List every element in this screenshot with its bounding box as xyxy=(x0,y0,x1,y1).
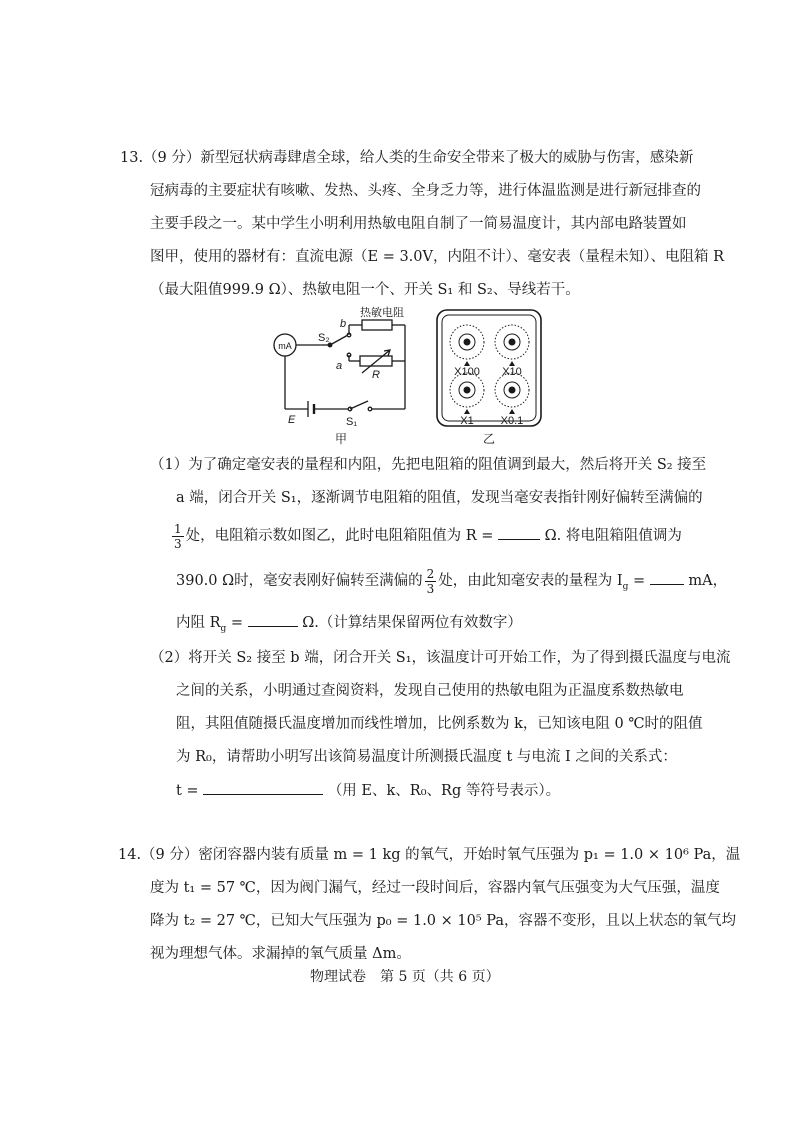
thermistor-symbol xyxy=(362,320,392,330)
answer-blank-R[interactable] xyxy=(498,525,540,540)
q13-p1-line-1: （1）为了确定毫安表的量程和内阻，先把电阻箱的阻值调到最大，然后将开关 S₂ 接至 xyxy=(150,457,707,473)
dial-x10 xyxy=(495,325,529,366)
dial-label-x10: X10 xyxy=(502,366,522,378)
page-footer: 物理试卷 第 5 页（共 6 页） xyxy=(310,969,500,985)
q13-line-2: 冠病毒的主要症状有咳嗽、发热、头疼、全身乏力等，进行体温监测是进行新冠排查的 xyxy=(150,183,701,199)
q13-p2-line-3: 阻，其阻值随摄氏温度增加而线性增加，比例系数为 k，已知该电阻 0 ℃时的阻值 xyxy=(176,716,703,732)
q14-line-3: 降为 t₂ = 27 ℃，已知大气压强为 p₀ = 1.0 × 10⁵ Pa，容器不变形，且以上状态的氧气均 xyxy=(150,913,737,929)
q13-p2-line-4: 为 R₀，请帮助小明写出该简易温度计所测摄氏温度 t 与电流 I 之间的关系式： xyxy=(176,749,677,765)
resistance-box-figure xyxy=(435,308,545,448)
fraction-one-third: $\frac{1}{3}$ xyxy=(174,521,182,551)
answer-blank-t[interactable] xyxy=(203,780,323,795)
answer-blank-Ig[interactable] xyxy=(650,570,684,585)
q13-line-1: 13.（9 分）新型冠状病毒肆虐全球，给人类的生命安全带来了极大的威胁与伤害，感染新 xyxy=(120,150,694,166)
dial-x100 xyxy=(450,325,484,366)
q13-p1-line-3: $\frac{1}{3}$ 处，电阻箱示数如图乙，此时电阻箱阻值为 R = Ω. 将电阻箱阻值调为 xyxy=(174,521,682,551)
q13-p1-line-2: a 端，闭合开关 S₁，逐渐调节电阻箱的阻值，发现当毫安表指针刚好偏转至满偏的 xyxy=(176,490,703,506)
q13-p2-line-2: 之间的关系，小明通过查阅资料，发现自己使用的热敏电阻为正温度系数热敏电 xyxy=(176,683,684,699)
dial-x0-1 xyxy=(495,373,529,414)
switch-s1-label: S₁ xyxy=(346,416,358,428)
thermistor-label: 热敏电阻 xyxy=(360,307,404,319)
q14-line-4: 视为理想气体。求漏掉的氧气质量 Δm。 xyxy=(150,946,411,962)
q14-line-1: 14.（9 分）密闭容器内装有质量 m = 1 kg 的氧气，开始时氧气压强为 p₁ = 1.0 × 10⁶ Pa，温 xyxy=(118,847,741,863)
q13-line-3: 主要手段之一。某中学生小明利用热敏电阻自制了一简易温度计，其内部电路装置如 xyxy=(150,216,687,232)
figure-yi-caption: 乙 xyxy=(482,432,496,446)
dial-label-x100: X100 xyxy=(454,366,480,378)
dial-label-x1: X1 xyxy=(460,415,474,427)
answer-blank-Rg[interactable] xyxy=(248,612,298,627)
q13-line-5: （最大阻值999.9 Ω）、热敏电阻一个、开关 S₁ 和 S₂、导线若干。 xyxy=(150,282,580,298)
battery-label: E xyxy=(288,414,296,426)
node-a-label: a xyxy=(336,360,343,372)
dial-x1 xyxy=(450,373,484,414)
switch-s2-label: S₂ xyxy=(318,332,330,344)
q14-line-2: 度为 t₁ = 57 ℃，因为阀门漏气，经过一段时间后，容器内氧气压强变为大气压强，温度 xyxy=(150,880,720,896)
figure-jia-caption: 甲 xyxy=(335,432,348,446)
resistor-box-label: R xyxy=(372,369,380,381)
q13-line-4: 图甲，使用的器材有：直流电源（E = 3.0V，内阻不计）、毫安表（量程未知）、电阻箱 R xyxy=(150,249,725,265)
circuit-diagram xyxy=(250,305,420,445)
fraction-two-thirds: $\frac{2}{3}$ xyxy=(426,566,435,596)
q13-p1-line-4: 390.0 Ω时，毫安表刚好偏转至满偏的 $\frac{2}{3}$ 处，由此知毫安表的量程为 $I_g$ = mA， xyxy=(176,566,728,596)
q13-p2-line-5: t = （用 E、k、R₀、Rg 等符号表示）。 xyxy=(176,780,560,801)
ammeter-label: mA xyxy=(278,341,292,351)
q13-p1-line-5: 内阻 $R_g = \Omega$.（计算结果保留两位有效数字） xyxy=(176,612,522,639)
node-b-label: b xyxy=(340,318,347,330)
q13-p2-line-1: （2）将开关 S₂ 接至 b 端，闭合开关 S₁，该温度计可开始工作，为了得到摄氏温度与电流 xyxy=(150,650,731,666)
dial-label-x0-1: X0.1 xyxy=(500,415,524,427)
